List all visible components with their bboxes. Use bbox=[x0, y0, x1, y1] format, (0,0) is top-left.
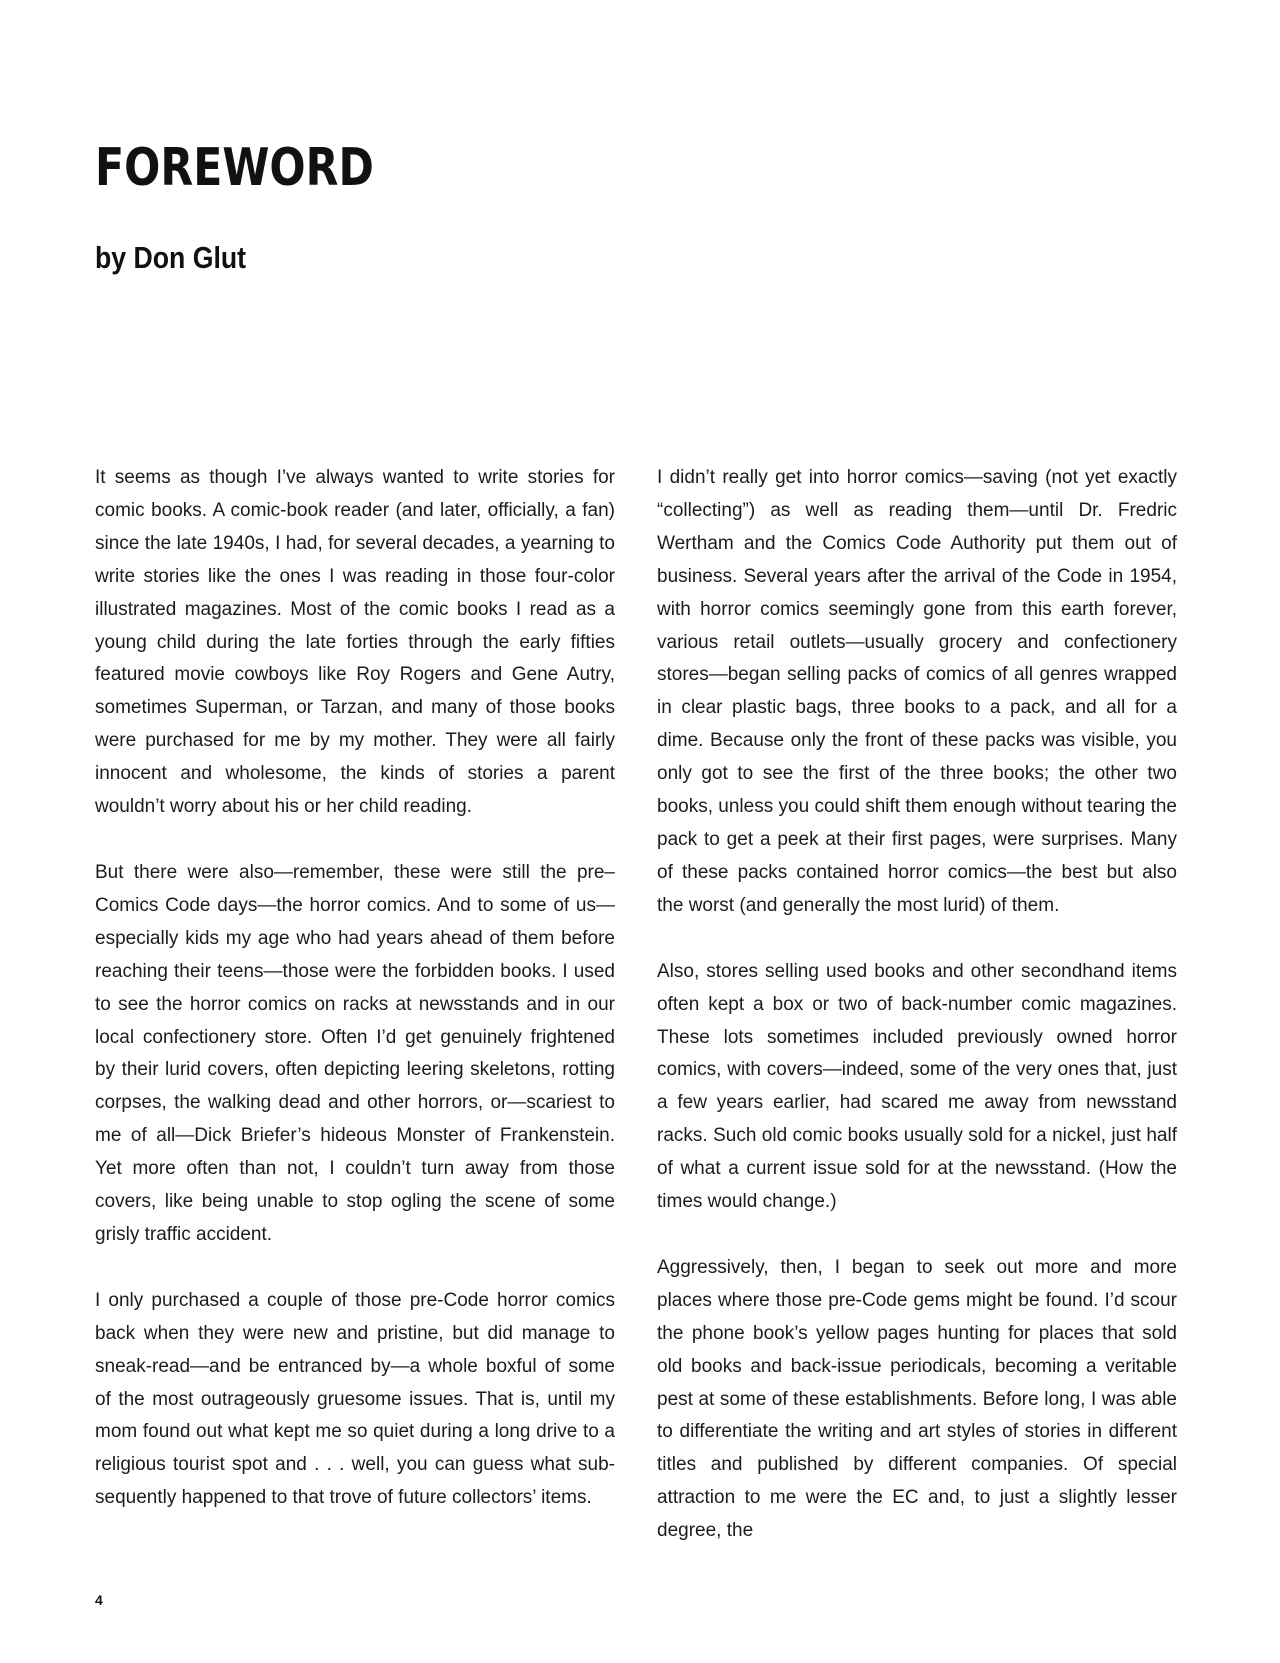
paragraph-spacer bbox=[657, 923, 1177, 956]
paragraph: But there were also—remember, these were still the pre–Comics Code days—the horror comics. And to some of us—especially kids my age who had years ahead of them before reaching their teens—those were the forbidden books. I used to see the horror comics on racks at newsstands and in our local confectionery store. Often I’d get genuinely frightened by their lurid covers, often depicting leering skeletons, rotting corpses, the walking dead and other horrors, or—scariest to me of all—Dick Briefer’s hideous Monster of Frankenstein. Yet more often than not, I couldn’t turn away from those covers, like being unable to stop ogling the scene of some grisly traffic accident. bbox=[95, 861, 615, 1245]
paragraph: Also, stores selling used books and other secondhand items often kept a box or two of back-number comic magazines. These lots sometimes included previously owned horror comics, with covers—indeed, some of the very ones that, just a few years earlier, had scared me away from newsstand racks. Such old comic books usually sold for a nickel, just half of what a current issue sold for at the newsstand. (How the times would change.) bbox=[657, 960, 1177, 1213]
page-number: 4 bbox=[95, 1592, 103, 1608]
left-column bbox=[95, 462, 615, 1515]
right-column bbox=[657, 462, 1177, 1548]
paragraph-spacer bbox=[657, 1219, 1177, 1252]
paragraph: I didn’t really get into horror comics—saving (not yet exactly “collecting”) as well as reading them—until Dr. Fredric Wertham and the Comics Code Authority put them out of business. Several years after the arrival of the Code in 1954, with horror comics seemingly gone from this earth forever, various retail outlets—usually grocery and confectionery stores—began selling packs of comics of all genres wrapped in clear plastic bags, three books to a pack, and all for a dime. Because only the front of these packs was visible, you only got to see the first of the three books; the other two books, unless you could shift them enough without tearing the pack to get a peek at their first pages, were surprises. Many of these packs contained horror comics—the best but also the worst (and generally the most lurid) of them. bbox=[657, 467, 1177, 916]
paragraph-spacer bbox=[95, 824, 615, 857]
paragraph: Aggressively, then, I began to seek out more and more places where those pre-Code gems might be found. I’d scour the phone book’s yellow pages hunting for places that sold old books and back-issue periodicals, becoming a veritable pest at some of these establishments. Before long, I was able to differentiate the writing and art styles of stories in different titles and published by different companies. Of special attraction to me were the EC and, to just a slightly lesser degree, the bbox=[657, 1256, 1177, 1542]
author-byline: by Don Glut bbox=[95, 240, 247, 275]
paragraph: I only purchased a couple of those pre-Code horror comics back when they were new and pristine, but did manage to sneak-read—and be entranced by—a whole boxful of some of the most outrageously gruesome issues. That is, until my mom found out what kept me so quiet during a long drive to a religious tourist spot and . . . well, you can guess what sub-sequently happened to that trove of future collectors’ items. bbox=[95, 1289, 615, 1509]
paragraph: It seems as though I’ve always wanted to write stories for comic books. A comic-book reader (and later, officially, a fan) since the late 1940s, I had, for several decades, a yearning to write stories like the ones I was reading in those four-color illustrated magazines. Most of the comic books I read as a young child during the late forties through the early fifties featured movie cowboys like Roy Rogers and Gene Autry, sometimes Superman, or Tarzan, and many of those books were purchased for me by my mother. They were all fairly innocent and wholesome, the kinds of stories a parent wouldn’t worry about his or her child reading. bbox=[95, 467, 615, 818]
page-title: FOREWORD bbox=[95, 138, 374, 198]
paragraph-spacer bbox=[95, 1252, 615, 1285]
